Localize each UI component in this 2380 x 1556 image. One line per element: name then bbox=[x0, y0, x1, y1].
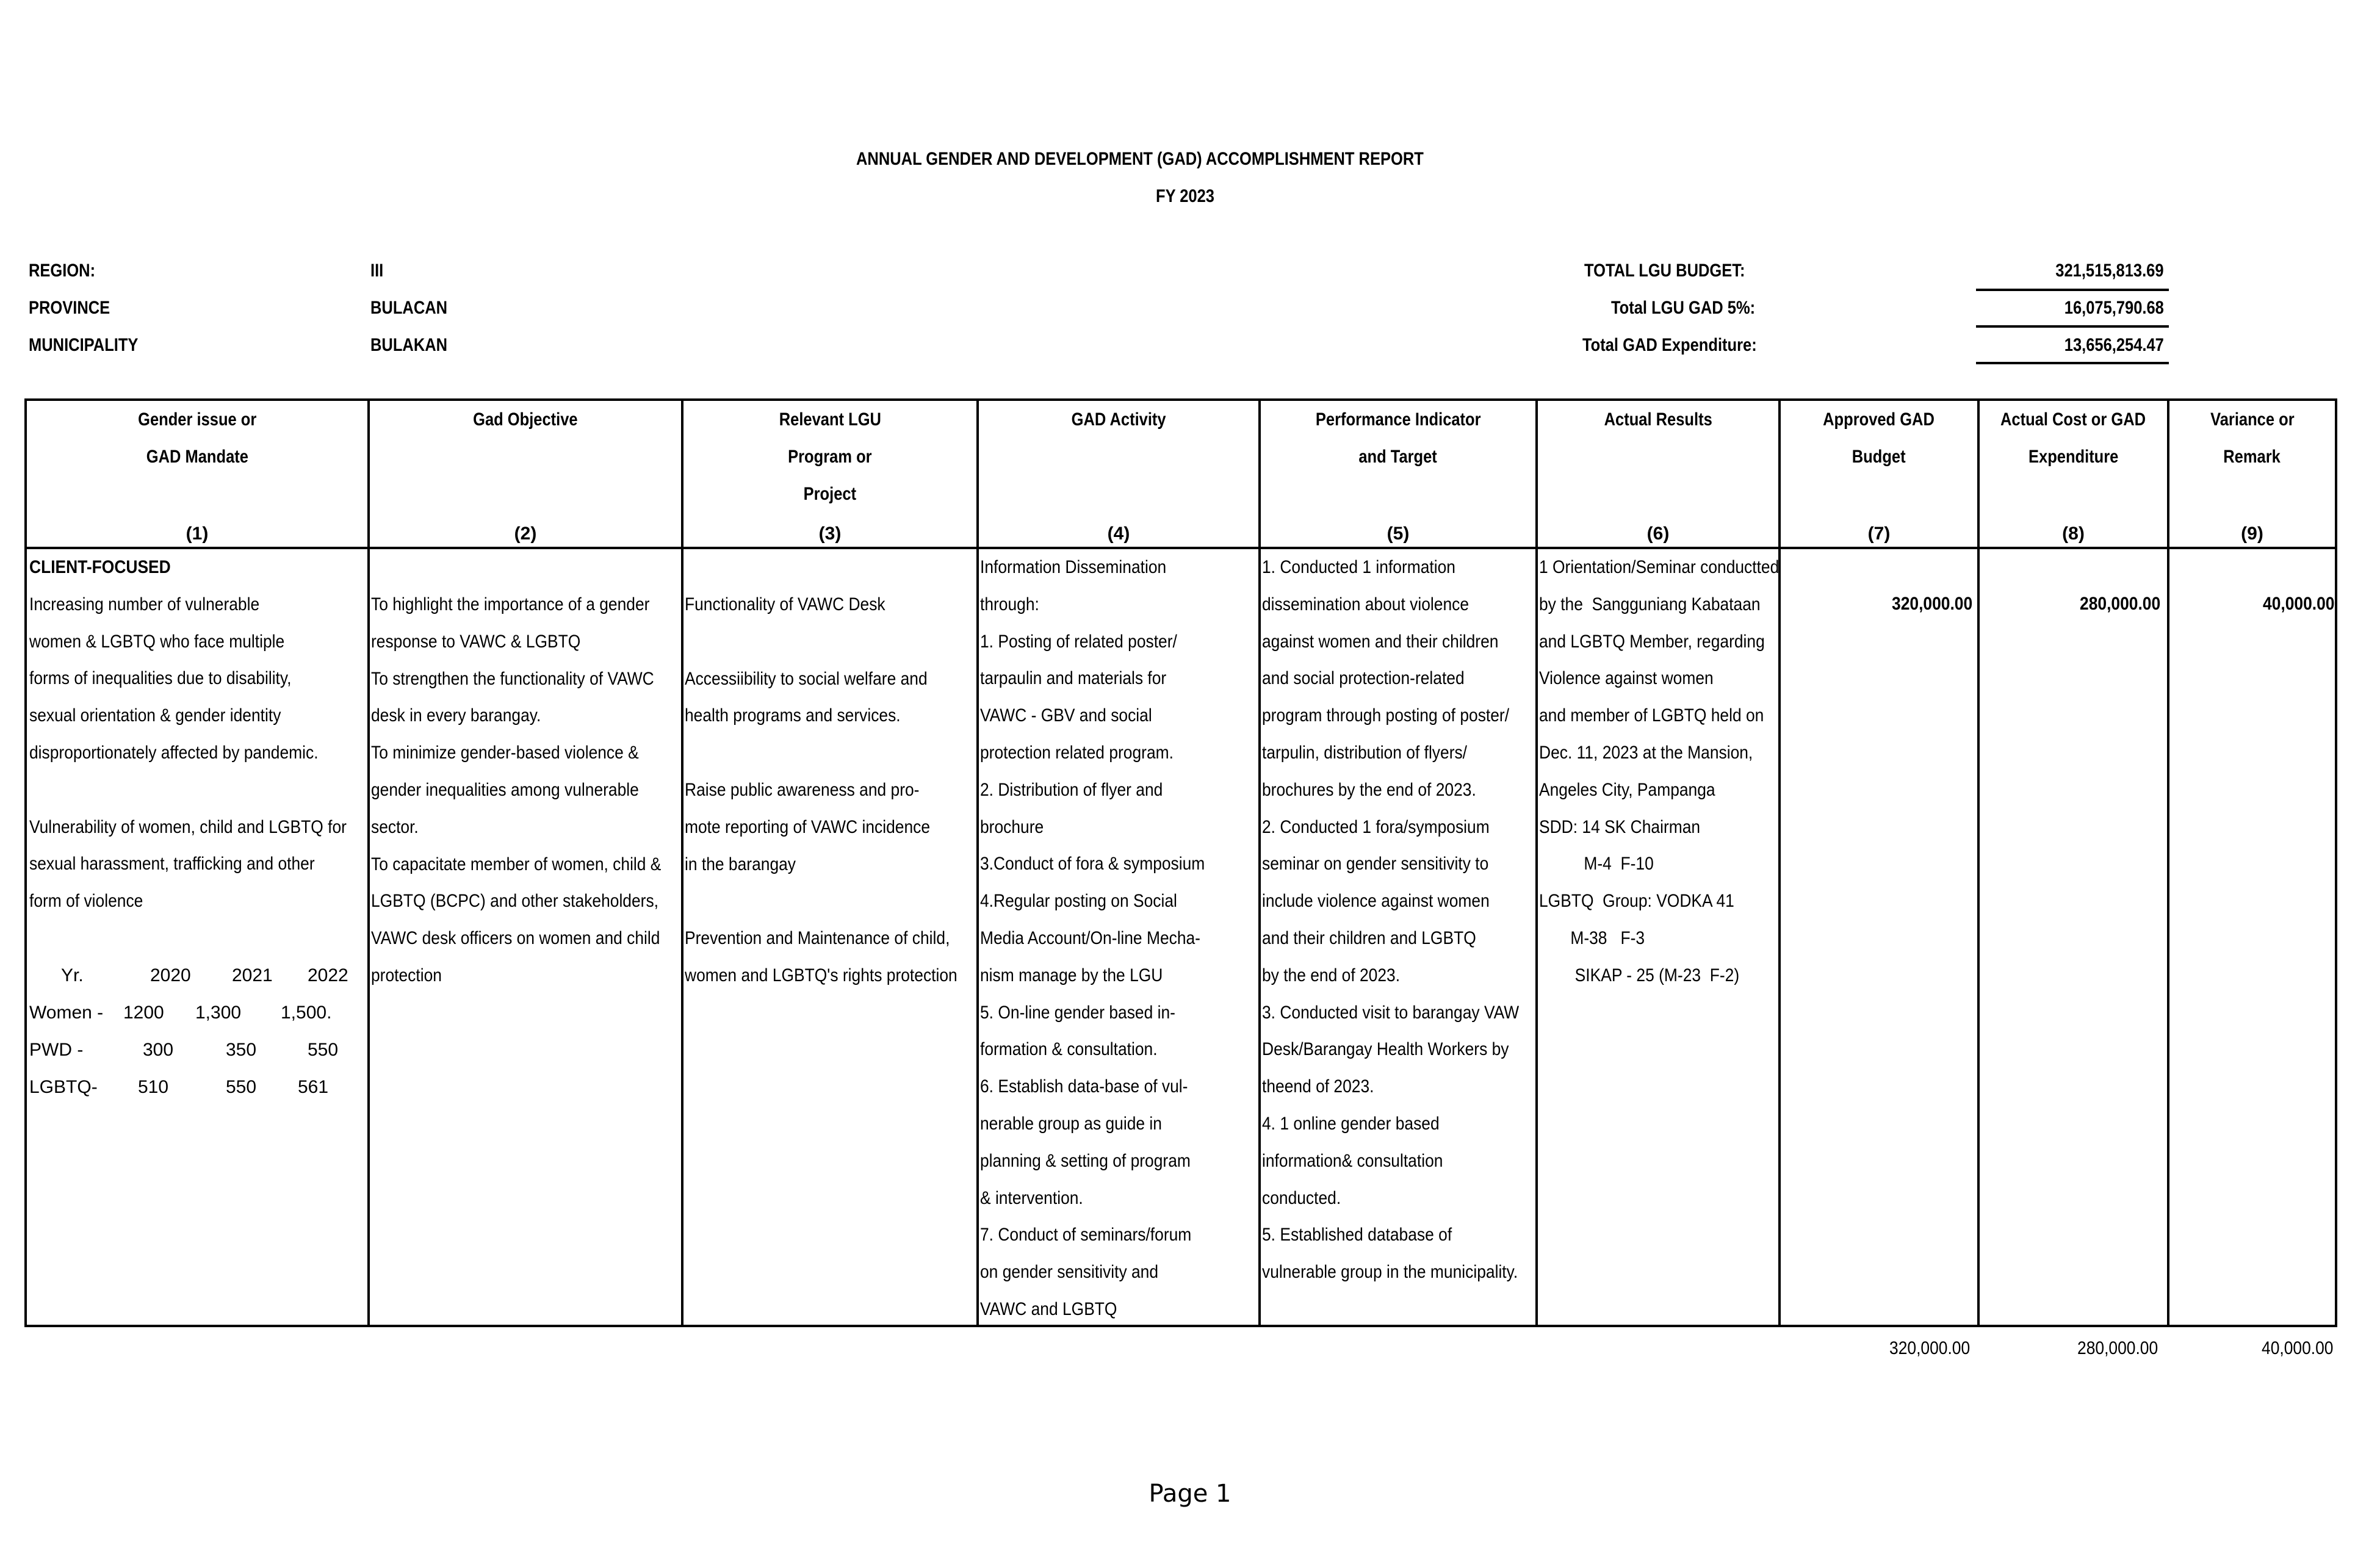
col-header-gad-objective: Gad Objective bbox=[473, 409, 578, 430]
list-item: Accessiibility to social welfare and bbox=[685, 668, 928, 689]
list-item: women and LGBTQ's rights protection bbox=[685, 965, 957, 985]
list-item: sexual orientation & gender identity bbox=[29, 705, 281, 726]
list-item: LGBTQ (BCPC) and other stakeholders, bbox=[371, 891, 659, 912]
list-item: Prevention and Maintenance of child, bbox=[685, 928, 950, 949]
budget-underline bbox=[1976, 289, 2169, 291]
list-item: through: bbox=[980, 594, 1039, 614]
report-title: ANNUAL GENDER AND DEVELOPMENT (GAD) ACCOMPLISHMENT REPORT bbox=[856, 149, 1424, 169]
total-approved-budget: 320,000.00 bbox=[1889, 1338, 1970, 1358]
list-item: Vulnerability of women, child and LGBTQ for bbox=[29, 816, 347, 837]
list-item: and their children and LGBTQ bbox=[1262, 927, 1476, 948]
col-number: (7) bbox=[1867, 524, 1891, 544]
col-header-actual-cost: Actual Cost or GAD Expenditure bbox=[2000, 409, 2146, 467]
list-item: 1. Conducted 1 information bbox=[1262, 557, 1456, 577]
variance-value: 40,000.00 bbox=[2262, 594, 2334, 614]
total-actual-cost: 280,000.00 bbox=[2077, 1338, 2158, 1358]
list-item: 5. Established database of bbox=[1262, 1225, 1452, 1245]
list-item: information& consultation bbox=[1262, 1150, 1443, 1171]
list-item: 4. 1 online gender based bbox=[1262, 1113, 1440, 1134]
list-item: vulnerable group in the municipality. bbox=[1262, 1262, 1518, 1283]
list-item: on gender sensitivity and bbox=[980, 1262, 1159, 1283]
col-header-actual-results: Actual Results bbox=[1604, 409, 1712, 430]
list-item: sexual harassment, trafficking and other bbox=[29, 854, 315, 874]
gad-activity-cell bbox=[980, 549, 1258, 1328]
list-item: gender inequalities among vulnerable bbox=[371, 779, 639, 800]
province-value: BULACAN bbox=[370, 298, 448, 318]
list-item: Desk/Barangay Health Workers by bbox=[1262, 1039, 1509, 1060]
list-item: mote reporting of VAWC incidence bbox=[685, 816, 931, 837]
relevant-program-cell bbox=[685, 586, 976, 995]
col-number: (1) bbox=[186, 524, 209, 544]
list-item: tarpulin, distribution of flyers/ bbox=[1262, 742, 1468, 763]
col-number: (9) bbox=[2241, 524, 2263, 544]
list-item: Angeles City, Pampanga bbox=[1539, 779, 1715, 800]
col-number: (2) bbox=[514, 524, 537, 544]
list-item: protection bbox=[371, 965, 442, 985]
list-item: VAWC - GBV and social bbox=[980, 705, 1152, 726]
list-item: protection related program. bbox=[980, 742, 1174, 763]
col-header-gender-issue: Gender issue or GAD Mandate bbox=[137, 409, 257, 467]
list-item: form of violence bbox=[29, 891, 143, 912]
list-item: brochures by the end of 2023. bbox=[1262, 779, 1476, 800]
actual-results-cell bbox=[1539, 549, 1778, 995]
col-header-performance-indicator: Performance Indicator and Target bbox=[1315, 409, 1481, 467]
list-item: 3. Conducted visit to barangay VAW bbox=[1262, 1002, 1520, 1023]
col-number: (8) bbox=[2062, 524, 2085, 544]
list-item: Media Account/On-line Mecha- bbox=[980, 927, 1200, 948]
list-item: Functionality of VAWC Desk bbox=[685, 594, 885, 614]
list-item: against women and their children bbox=[1262, 631, 1499, 652]
col-number: (3) bbox=[818, 524, 842, 544]
performance-indicator-cell bbox=[1262, 549, 1535, 1291]
list-item: planning & setting of program bbox=[980, 1150, 1191, 1171]
list-item: women & LGBTQ who face multiple bbox=[29, 631, 285, 652]
actual-cost-value: 280,000.00 bbox=[2079, 594, 2160, 614]
total-lgu-budget-label: TOTAL LGU BUDGET: bbox=[1584, 261, 1745, 281]
list-item: include violence against women bbox=[1262, 891, 1490, 912]
list-item: Information Dissemination bbox=[980, 557, 1167, 577]
list-item: 6. Establish data-base of vul- bbox=[980, 1076, 1188, 1097]
list-item: response to VAWC & LGBTQ bbox=[371, 631, 581, 652]
list-item: To minimize gender-based violence & bbox=[371, 743, 639, 763]
list-item: disproportionately affected by pandemic. bbox=[29, 742, 319, 763]
list-item: 7. Conduct of seminars/forum bbox=[980, 1225, 1192, 1245]
total-lgu-gad-label: Total LGU GAD 5%: bbox=[1611, 298, 1756, 318]
list-item: nerable group as guide in bbox=[980, 1113, 1162, 1134]
total-gad-expenditure-label: Total GAD Expenditure: bbox=[1582, 335, 1757, 355]
list-item: To strengthen the functionality of VAWC bbox=[371, 668, 654, 689]
municipality-value: BULAKAN bbox=[370, 335, 448, 355]
fiscal-year: FY 2023 bbox=[1155, 186, 1214, 206]
list-item: Dec. 11, 2023 at the Mansion, bbox=[1539, 742, 1753, 763]
list-item: sector. bbox=[371, 816, 419, 837]
list-item: To highlight the importance of a gender bbox=[371, 594, 650, 614]
expenditure-underline bbox=[1976, 362, 2169, 364]
region-label: REGION: bbox=[29, 261, 96, 281]
list-item: M-4 F-10 bbox=[1539, 854, 1654, 874]
total-variance: 40,000.00 bbox=[2261, 1338, 2333, 1358]
list-item: LGBTQ Group: VODKA 41 bbox=[1539, 891, 1734, 912]
list-item: M-38 F-3 bbox=[1539, 927, 1645, 948]
list-item: formation & consultation. bbox=[980, 1039, 1158, 1060]
municipality-label: MUNICIPALITY bbox=[29, 335, 139, 355]
list-item: conducted. bbox=[1262, 1187, 1341, 1208]
list-item: seminar on gender sensitivity to bbox=[1262, 854, 1489, 874]
list-item: by the end of 2023. bbox=[1262, 965, 1401, 985]
col-header-relevant-program: Relevant LGU Program or Project bbox=[779, 409, 881, 504]
list-item: VAWC desk officers on women and child bbox=[371, 928, 660, 949]
list-item: 2. Distribution of flyer and bbox=[980, 779, 1163, 800]
list-item: theend of 2023. bbox=[1262, 1076, 1374, 1097]
list-item: 1. Posting of related poster/ bbox=[980, 631, 1177, 652]
col-header-approved-budget: Approved GAD Budget bbox=[1823, 409, 1935, 467]
gad-objective-cell bbox=[371, 586, 681, 995]
list-item: 4.Regular posting on Social bbox=[980, 891, 1177, 912]
list-item: Raise public awareness and pro- bbox=[685, 779, 920, 800]
col-header-variance: Variance or Remark bbox=[2210, 409, 2295, 467]
list-item: brochure bbox=[980, 816, 1044, 837]
list-item: and member of LGBTQ held on bbox=[1539, 705, 1764, 726]
list-item: and social protection-related bbox=[1262, 668, 1465, 689]
province-label: PROVINCE bbox=[29, 298, 110, 318]
col-number: (6) bbox=[1646, 524, 1670, 544]
gender-issue-cell bbox=[29, 549, 366, 920]
list-item: tarpaulin and materials for bbox=[980, 668, 1167, 689]
list-item: and LGBTQ Member, regarding bbox=[1539, 631, 1765, 652]
list-item: SIKAP - 25 (M-23 F-2) bbox=[1539, 965, 1740, 985]
list-item: VAWC and LGBTQ bbox=[980, 1298, 1117, 1319]
col-header-gad-activity: GAD Activity bbox=[1071, 409, 1166, 430]
gad-underline bbox=[1976, 325, 2169, 328]
approved-budget-value: 320,000.00 bbox=[1891, 594, 1972, 614]
col-number: (5) bbox=[1387, 524, 1410, 544]
category-label: CLIENT-FOCUSED bbox=[29, 557, 171, 577]
list-item: 1 Orientation/Seminar conductted bbox=[1539, 557, 1780, 577]
list-item: desk in every barangay. bbox=[371, 705, 541, 726]
page-number: Page 1 bbox=[1149, 1480, 1231, 1508]
list-item: forms of inequalities due to disability, bbox=[29, 668, 292, 689]
total-lgu-budget-value: 321,515,813.69 bbox=[2055, 261, 2164, 281]
list-item: 2. Conducted 1 fora/symposium bbox=[1262, 816, 1490, 837]
list-item: health programs and services. bbox=[685, 705, 901, 726]
col-number: (4) bbox=[1107, 524, 1130, 544]
list-item: & intervention. bbox=[980, 1187, 1083, 1208]
list-item: Violence against women bbox=[1539, 668, 1714, 689]
accomplishment-table: Gender issue or GAD Mandate Gad Objective Relevant LGU Program or Project GAD Activity Performance Indicator and Target Actual Results Approved GAD Budget Actual Cost or GAD Expenditure Variance or Remark (1) (2) (3) (4) (5) (6) (7) (8) (9) CLIENT-FOCUSED Increasing number of vulnerable women & LGBTQ who face multiple forms of inequalities due to disability, sexual orientation & gender identity disproportionately affected by pandemic. Vulnerability of women, child and LGBTQ for sexual harassment, trafficking and other form of violence Yr. 2020 2021 2022 Women - 1200 1,300 1,500. PWD - 300 350 550 LGBTQ- 510 550 561 To highlight the importance of a gender response to VAWC & LGBTQ To strengthen the functionality of VAWC desk in every barangay. To minimize gender-based violence & gender inequalities among vulnerable sector. To capacitate member of women, child & LGBTQ (BCPC) and other stakeholders, VAWC desk officers on women and child protection Functionality of VAWC Desk Accessiibility to social welfare and health programs and services. Raise public awareness and pro- mote reporting of VAWC incidence in the barangay Prevention and Maintenance of child, women and LGBTQ's rights protection Information Dissemination through: 1. Posting of related poster/ tarpaulin and materials for VAWC - GBV and social protection related program. 2. Distribution of flyer and brochure 3.Conduct of fora & symposium 4.Regular posting on Social Media Account/On-line Mecha- nism manage by the LGU 5. On-line gender based in- formation & consultation. 6. Establish data-base of vul- nerable group as guide in planning & setting of program & intervention. 7. Conduct of seminars/forum on gender sensitivity and VAWC and LGBTQ 1. Conducted 1 information dissemination about violence against women and their children and social protection-related program through posting of poster/ tarpulin, distribution of flyers/ brochures by the end of 2023. 2. Conducted 1 fora/symposium seminar on gender sensitivity to include violence against women and their children and LGBTQ by the end of 2023. 3. Conducted visit to barangay VAW Desk/Barangay Health Workers by theend of 2023. 4. 1 online gender based information& consultation conducted. 5. Established database of vulnerable group in the municipality. 1 Orientation/Seminar conductted by the Sangguniang Kabataan and LGBTQ Member, regarding Violence against women and member of LGBTQ held on Dec. 11, 2023 at the Mansion, Angeles City, Pampanga SDD: 14 SK Chairman M-4 F-10 LGBTQ Group: VODKA 41 M-38 F-3 SIKAP - 25 (M-23 F-2) 320,000.00 280,000.00 40,000.00 bbox=[24, 398, 2337, 1327]
list-item: program through posting of poster/ bbox=[1262, 705, 1510, 726]
region-value: III bbox=[370, 261, 384, 281]
total-gad-expenditure-value: 13,656,254.47 bbox=[2064, 335, 2164, 355]
list-item: dissemination about violence bbox=[1262, 594, 1469, 614]
list-item: in the barangay bbox=[685, 854, 796, 874]
list-item: To capacitate member of women, child & bbox=[371, 854, 662, 874]
list-item: 3.Conduct of fora & symposium bbox=[980, 854, 1205, 874]
list-item: Increasing number of vulnerable bbox=[29, 594, 260, 614]
list-item: SDD: 14 SK Chairman bbox=[1539, 816, 1701, 837]
list-item: 5. On-line gender based in- bbox=[980, 1002, 1175, 1023]
list-item: by the Sangguniang Kabataan bbox=[1539, 594, 1761, 614]
list-item: nism manage by the LGU bbox=[980, 965, 1163, 985]
total-lgu-gad-value: 16,075,790.68 bbox=[2064, 298, 2164, 318]
